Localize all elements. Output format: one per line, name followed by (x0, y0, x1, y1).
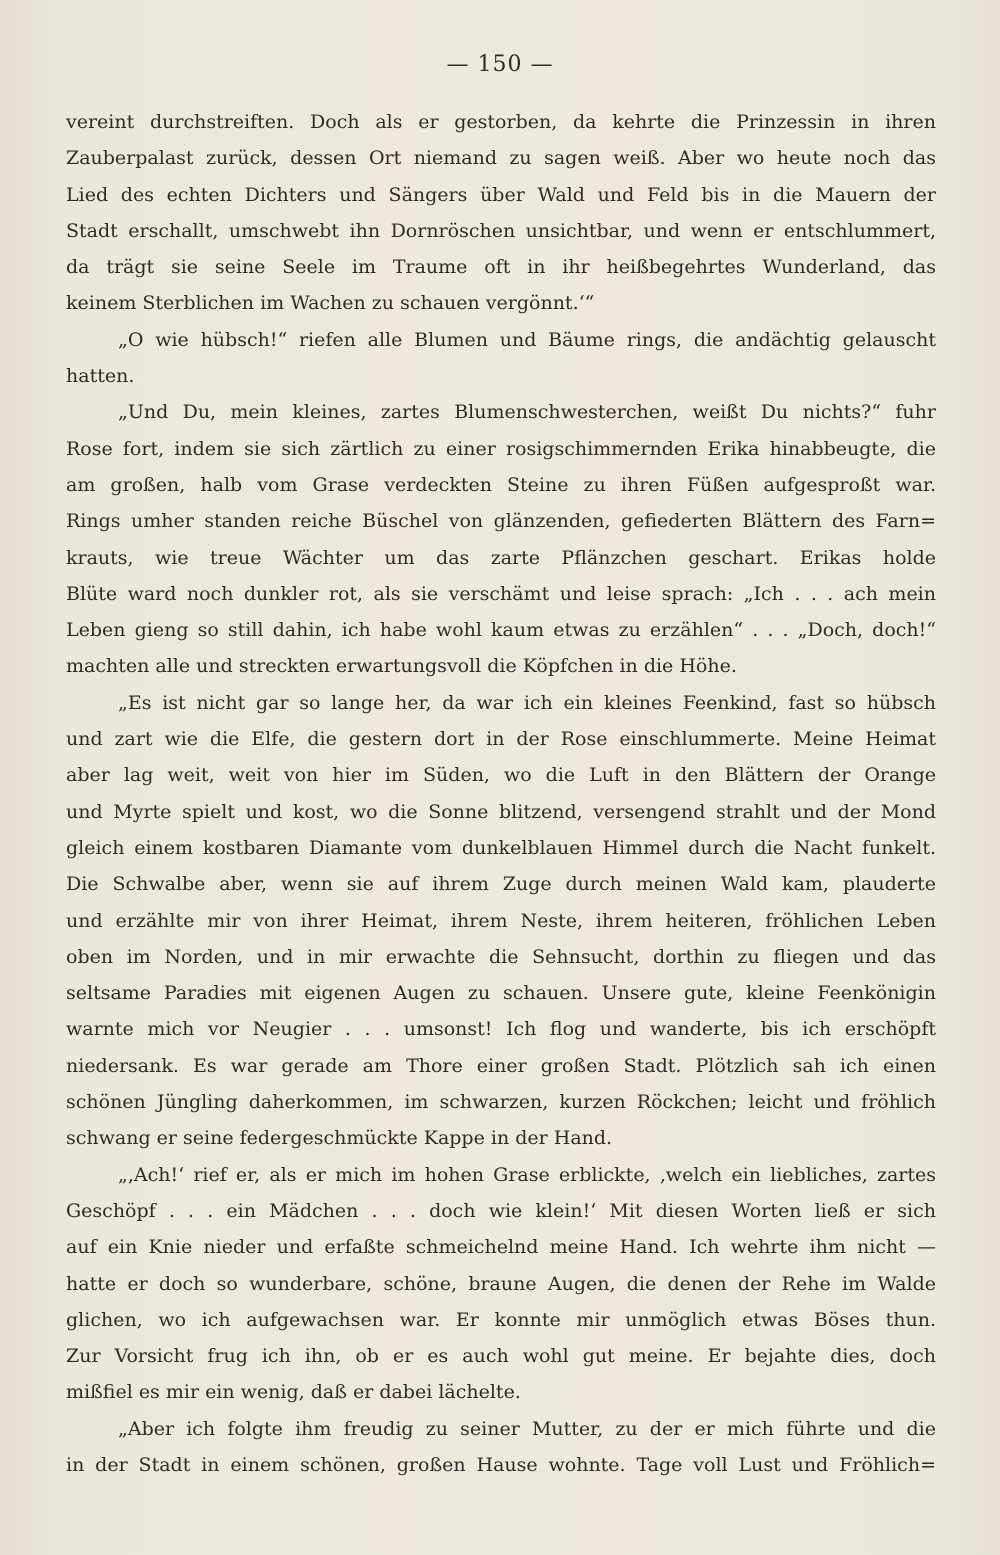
text-line: Zauberpalast zurück, dessen Ort niemand zu sagen weiß. Aber wo heute noch das (66, 147, 936, 170)
text-line: und erzählte mir von ihrer Heimat, ihrem Neste, ihrem heiteren, fröhlichen Leben (66, 909, 936, 932)
text-line: „Aber ich folgte ihm freudig zu seiner Mutter, zu der er mich führte und die (118, 1417, 936, 1440)
text-line: und zart wie die Elfe, die gestern dort in der Rose einschlummerte. Meine Heimat (66, 728, 936, 751)
body-text (66, 104, 936, 1483)
text-line: Rose fort, indem sie sich zärtlich zu einer rosigschimmernden Erika hinabbeugte, die (66, 437, 936, 460)
text-line: Die Schwalbe aber, wenn sie auf ihrem Zuge durch meinen Wald kam, plauderte (66, 873, 936, 896)
text-line: Lied des echten Dichters und Sängers über Wald und Feld bis in die Mauern der (66, 183, 936, 206)
text-line: keinem Sterblichen im Wachen zu schauen vergönnt.‘“ (66, 292, 595, 315)
text-line: gleich einem kostbaren Diamante vom dunkelblauen Himmel durch die Nacht funkelt. (66, 836, 936, 859)
text-line: und Myrte spielt und kost, wo die Sonne blitzend, versengend strahlt und der Mond (66, 800, 936, 823)
text-line: vereint durchstreiften. Doch als er gestorben, da kehrte die Prinzessin in ihren (66, 111, 936, 133)
text-line: Rings umher standen reiche Büschel von glänzenden, gefiederten Blättern des Farn= (66, 510, 936, 533)
text-line: „Es ist nicht gar so lange her, da war ich ein kleines Feenkind, fast so hübsch (118, 691, 936, 714)
text-line: Leben gieng so still dahin, ich habe wohl kaum etwas zu erzählen“ . . . „Doch, doch!“ (66, 619, 936, 642)
text-line: oben im Norden, und in mir erwachte die Sehnsucht, dorthin zu fliegen und das (66, 945, 936, 968)
text-line: am großen, halb vom Grase verdeckten Steine zu ihren Füßen aufgesproßt war. (66, 473, 936, 496)
text-line: Stadt erschallt, umschwebt ihn Dornröschen unsichtbar, und wenn er entschlummert, (66, 219, 936, 242)
text-line: Zur Vorsicht frug ich ihn, ob er es auch wohl gut meine. Er bejahte dies, doch (66, 1345, 936, 1368)
text-line: schwang er seine federgeschmückte Kappe in der Hand. (66, 1127, 613, 1150)
text-line: seltsame Paradies mit eigenen Augen zu schauen. Unsere gute, kleine Feenkönigin (66, 982, 936, 1005)
text-line: machten alle und streckten erwartungsvoll die Köpfchen in die Höhe. (66, 655, 737, 678)
text-line: mißfiel es mir ein wenig, daß er dabei lächelte. (66, 1381, 521, 1404)
text-line: „Und Du, mein kleines, zartes Blumenschwesterchen, weißt Du nichts?“ fuhr (118, 401, 936, 424)
text-line: hatte er doch so wunderbare, schöne, braune Augen, die denen der Rehe im Walde (66, 1272, 936, 1295)
text-line: Blüte ward noch dunkler rot, als sie verschämt und leise sprach: „Ich . . . ach mein (66, 582, 936, 605)
text-line: krauts, wie treue Wächter um das zarte Pflänzchen geschart. Erikas holde (66, 546, 936, 569)
text-line: „O wie hübsch!“ riefen alle Blumen und Bäume rings, die andächtig gelauscht (118, 328, 936, 351)
text-line: da trägt sie seine Seele im Traume oft in ihr heißbegehrtes Wunderland, das (66, 256, 936, 279)
text-line: niedersank. Es war gerade am Thore einer großen Stadt. Plötzlich sah ich einen (66, 1054, 936, 1077)
text-line: auf ein Knie nieder und erfaßte schmeichelnd meine Hand. Ich wehrte ihm nicht — (66, 1236, 936, 1259)
text-line: aber lag weit, weit von hier im Süden, wo die Luft in den Blättern der Orange (66, 764, 936, 787)
text-line: schönen Jüngling daherkommen, im schwarzen, kurzen Röckchen; leicht und fröhlich (66, 1091, 936, 1114)
text-line: in der Stadt in einem schönen, großen Hause wohnte. Tage voll Lust und Fröhlich= (66, 1453, 936, 1476)
text-line: warnte mich vor Neugier . . . umsonst! Ich flog und wanderte, bis ich erschöpft (66, 1018, 936, 1041)
text-line: glichen, wo ich aufgewachsen war. Er konnte mir unmöglich etwas Böses thun. (66, 1308, 936, 1331)
text-line: hatten. (66, 365, 135, 388)
text-line: „‚Ach!‘ rief er, als er mich im hohen Grase erblickte, ‚welch ein liebliches, zartes (118, 1163, 936, 1186)
text-line: Geschöpf . . . ein Mädchen . . . doch wie klein!‘ Mit diesen Worten ließ er sich (66, 1199, 936, 1222)
page-number: — 150 — (446, 52, 554, 77)
